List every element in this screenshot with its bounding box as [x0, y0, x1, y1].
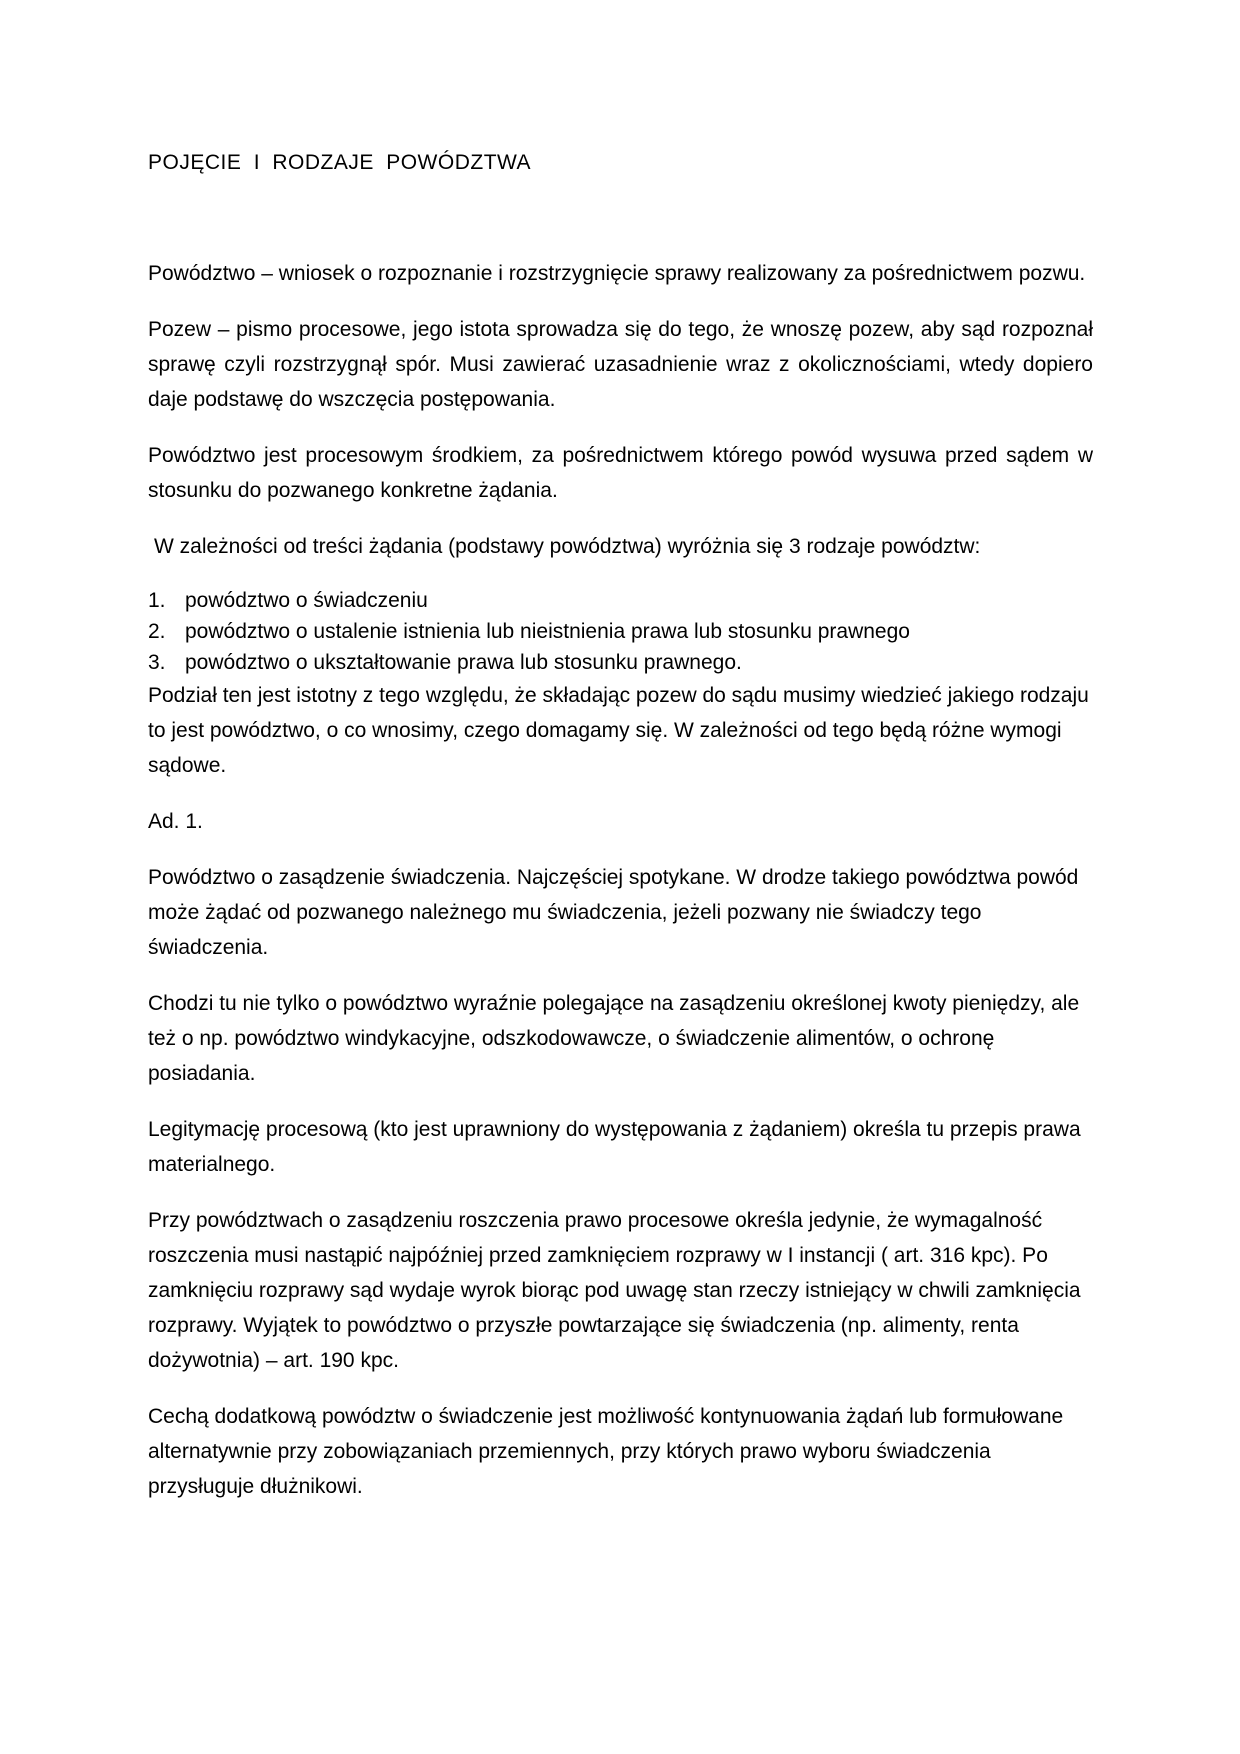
list-item — [148, 585, 1093, 616]
paragraph-division-importance: Podział ten jest istotny z tego względu, że składając pozew do sądu musimy wiedzieć jakiego rodzaju to jest powództwo, o co wnosimy, czego domagamy się. W zależności od tego będą różne wymogi sądowe. — [148, 684, 1089, 777]
paragraph-definition-pozew: Pozew – pismo procesowe, jego istota sprowadza się do tego, że wnoszę pozew, aby sąd rozpoznał sprawę czyli rozstrzygnął spór. Musi zawierać uzasadnienie wraz z okolicznościami, wtedy dopiero daje podstawę do wszczęcia postępowania. — [148, 318, 1093, 411]
paragraph-enforceability: Przy powództwach o zasądzeniu roszczenia prawo procesowe określa jedynie, że wymagalność roszczenia musi nastąpić najpóźniej przed zamknięciem rozprawy w I instancji ( art. 316 kpc). Po zamknięciu rozprawy sąd wydaje wyrok biorąc pod uwagę stan rzeczy istniejący w chwili zamknięcia rozprawy. Wyjątek to powództwo o przyszłe powtarzające się świadczenia (np. alimenty, renta dożywotnia) – art. 190 kpc. — [148, 1209, 1081, 1372]
paragraph-performance-claim: Powództwo o zasądzenie świadczenia. Najczęściej spotykane. W drodze takiego powództwa powód może żądać od pozwanego należnego mu świadczenia, jeżeli pozwany nie świadczy tego świadczenia. — [148, 866, 1079, 959]
paragraph-kinds-intro: W zależności od treści żądania (podstawy powództwa) wyróżnia się 3 rodzaje powództw: — [154, 535, 981, 558]
list-item — [148, 616, 1093, 647]
paragraph-legitimacy: Legitymację procesową (kto jest uprawniony do występowania z żądaniem) określa tu przepis prawa materialnego. — [148, 1118, 1081, 1176]
list-item-text: powództwo o ustalenie istnienia lub nieistnienia prawa lub stosunku prawnego — [185, 620, 910, 643]
list-item-number: 2. — [148, 620, 166, 643]
list-item-number: 1. — [148, 589, 166, 612]
list-item-text: powództwo o świadczeniu — [185, 589, 428, 612]
paragraph-definition-powodztwo: Powództwo – wniosek o rozpoznanie i rozstrzygnięcie sprawy realizowany za pośrednictwem pozwu. — [148, 262, 1086, 285]
document-title: POJĘCIE I RODZAJE POWÓDZTWA — [148, 151, 532, 174]
list-item — [148, 647, 1093, 678]
kinds-list — [148, 585, 1093, 678]
list-item-number: 3. — [148, 651, 166, 674]
paragraph-additional-feature: Cechą dodatkową powództw o świadczenie jest możliwość kontynuowania żądań lub formułowane alternatywnie przy zobowiązaniach przemiennych, przy których prawo wyboru świadczenia przysługuje dłużnikowi. — [148, 1405, 1064, 1498]
document-body — [148, 148, 1093, 1525]
list-item-text: powództwo o ukształtowanie prawa lub stosunku prawnego. — [185, 651, 742, 674]
paragraph-ad-1-heading: Ad. 1. — [148, 810, 203, 833]
paragraph-examples: Chodzi tu nie tylko o powództwo wyraźnie polegające na zasądzeniu określonej kwoty pieniędzy, ale też o np. powództwo windykacyjne, odszkodowawcze, o świadczenie alimentów, o ochronę posiadania. — [148, 992, 1080, 1085]
paragraph-procedural-measure: Powództwo jest procesowym środkiem, za pośrednictwem którego powód wysuwa przed sądem w stosunku do pozwanego konkretne żądania. — [148, 444, 1093, 502]
